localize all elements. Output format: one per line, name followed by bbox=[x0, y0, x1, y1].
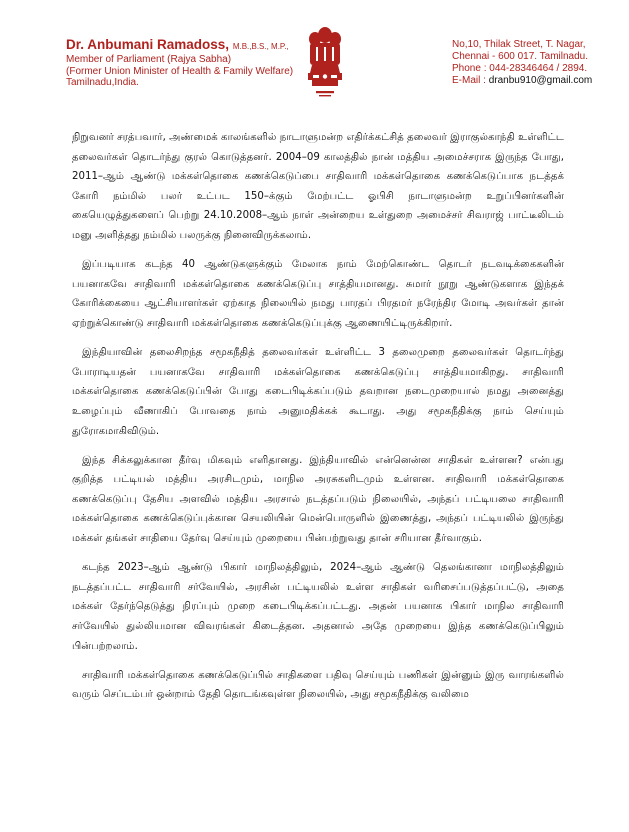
email-line bbox=[452, 75, 628, 87]
email-address[interactable]: dranbu910@gmail.com bbox=[488, 75, 593, 86]
sender-line-2: (Former Union Minister of Health & Family Welfare) bbox=[66, 65, 294, 77]
sender-line-1: Member of Parliament (Rajya Sabha) bbox=[66, 54, 232, 65]
sender-line-3: Tamilnadu,India. bbox=[66, 77, 139, 88]
sender-block bbox=[66, 37, 316, 89]
address-line-2: Chennai - 600 017. Tamilnadu. bbox=[452, 51, 589, 62]
email-label: E-Mail : bbox=[452, 75, 486, 86]
letterhead bbox=[0, 0, 629, 118]
paragraph-3: இந்தியாவின் தலைசிறந்த சமூகநீதித் தலைவர்கள் உள்ளிட்ட 3 தலைமுறை தலைவர்கள் தொடர்ந்து போராடியதன் பயனாகவே சாதிவாரி மக்கள்தொகை கணக்கெடுப்பு சாத்தியமாகிறது. சாதிவாரி மக்கள்தொகை கணக்கெடுப்பின் போது கடைபிடிக்கப்படும் தவறான நடைமுறையால் நமது அனைத்து உழைப்பும் வீணாகிப் போவதை நாம் அனுமதிக்கக் கூடாது. அது சமூகநீதிக்கு நாம் செய்யும் துரோகமாகிவிடும். bbox=[72, 347, 564, 437]
paragraph-4: இந்த சிக்கலுக்கான தீர்வு மிகவும் எளிதானது. இந்தியாவில் என்னென்ன சாதிகள் உள்ளன? என்பது குறித்த பட்டியல் மத்திய அரசிடமும், மாநில அரசுகளிடமும் உள்ளன. சாதிவாரி மக்கள்தொகை கணக்கெடுப்பு தேசிய அளவில் மத்திய அரசால் நடத்தப்படும் நிலையில், அந்தப் பட்டியலை சாதிவாரி மக்கள்தொகை கணக்கெடுப்புக்கான செயலியின் மென்பொருளில் இணைத்து, அந்தப் பட்டியலில் இருந்து மக்கள் தங்கள் சாதியை தேர்வு செய்யும் முறையை பின்பற்றுவது தான் சரியான தீர்வாகும். bbox=[72, 454, 564, 545]
paragraph-5: கடந்த 2023–ஆம் ஆண்டு பிகார் மாநிலத்திலும், 2024–ஆம் ஆண்டு தெலங்கானா மாநிலத்திலும் நடத்தப்பட்ட சாதிவாரி சர்வேயில், அரசின் பட்டியலில் உள்ள சாதிகள் வரிசைப்படுத்தப்பட்டு, அதை மக்கள் தேர்ந்தெடுத்து நிரப்பும் முறை கடைபிடிக்கப்பட்டது. அதன் பயனாக பிகார் மாநில சாதிவாரி சர்வேயில் துல்லியமான விவரங்கள் கிடைத்தன. அதனால் அதே முறையை இந்த கணக்கெடுப்பிலும் பின்பற்றலாம். bbox=[72, 562, 564, 652]
paragraph-1: நிறுவனர் சரத்பவார், அண்மைக் காலங்களில் நாடாளுமன்ற எதிர்க்கட்சித் தலைவர் இராகுல்காந்தி உள்ளிட்ட தலைவர்கள் தொடர்ந்து குரல் கொடுத்தனர். 2004–09 காலத்தில் நான் மத்திய அமைச்சராக இருந்த போது, 2011–ஆம் ஆண்டு மக்கள்தொகை கணக்கெடுப்பை சாதிவாரி மக்கள்தொகை கணக்கெடுப்பாக நடத்தக் கோரி நம்மில் பலர் உட்பட 150–க்கும் மேற்பட்ட ஓபிசி நாடாளுமன்ற உறுப்பினர்களின் கையெழுத்துகளைப் பெற்று 24.10.2008–ஆம் நாள் அன்றைய உள்துறை அமைச்சர் சிவராஜ் பாட்டீலிடம் மனு அளித்தது நம்மில் பலருக்கு நினைவிருக்கலாம். bbox=[72, 132, 564, 241]
national-emblem-icon bbox=[300, 23, 350, 103]
address-block bbox=[452, 39, 628, 87]
phone-line: Phone : 044-28346464 / 2894. bbox=[452, 63, 588, 74]
sender-name bbox=[66, 37, 316, 54]
sender-name-text: Dr. Anbumani Ramadoss, bbox=[66, 37, 230, 52]
letter-body bbox=[72, 128, 564, 715]
sender-degrees: M.B.,B.S., M.P., bbox=[232, 42, 289, 51]
paragraph-2: இப்படியாக கடந்த 40 ஆண்டுகளுக்கும் மேலாக நாம் மேற்கொண்ட தொடர் நடவடிக்கைகளின் பயனாகவே சாதிவாரி மக்கள்தொகை கணக்கெடுப்பு சாத்தியமானது. சுமார் நூறு ஆண்டுகளாக இந்தக் கோரிக்கையை ஆட்சியாளர்கள் ஏற்காத நிலையில் நமது பாரதப் பிரதமர் நரேந்திர மோடி அவர்கள் தான் ஏற்றுக்கொண்டு சாதிவாரி மக்கள்தொகை கணக்கெடுப்புக்கு ஆணையிட்டிருக்கிறார். bbox=[72, 259, 564, 329]
address-line-1: No,10, Thilak Street, T. Nagar, bbox=[452, 39, 586, 50]
paragraph-6: சாதிவாரி மக்கள்தொகை கணக்கெடுப்பில் சாதிகளை பதிவு செய்யும் பணிகள் இன்னும் இரு வாரங்களில் வரும் செப்டம்பர் ஒன்றாம் தேதி தொடங்கவுள்ள நிலையில், அது சமூகநீதிக்கு வலிமை bbox=[72, 669, 564, 701]
